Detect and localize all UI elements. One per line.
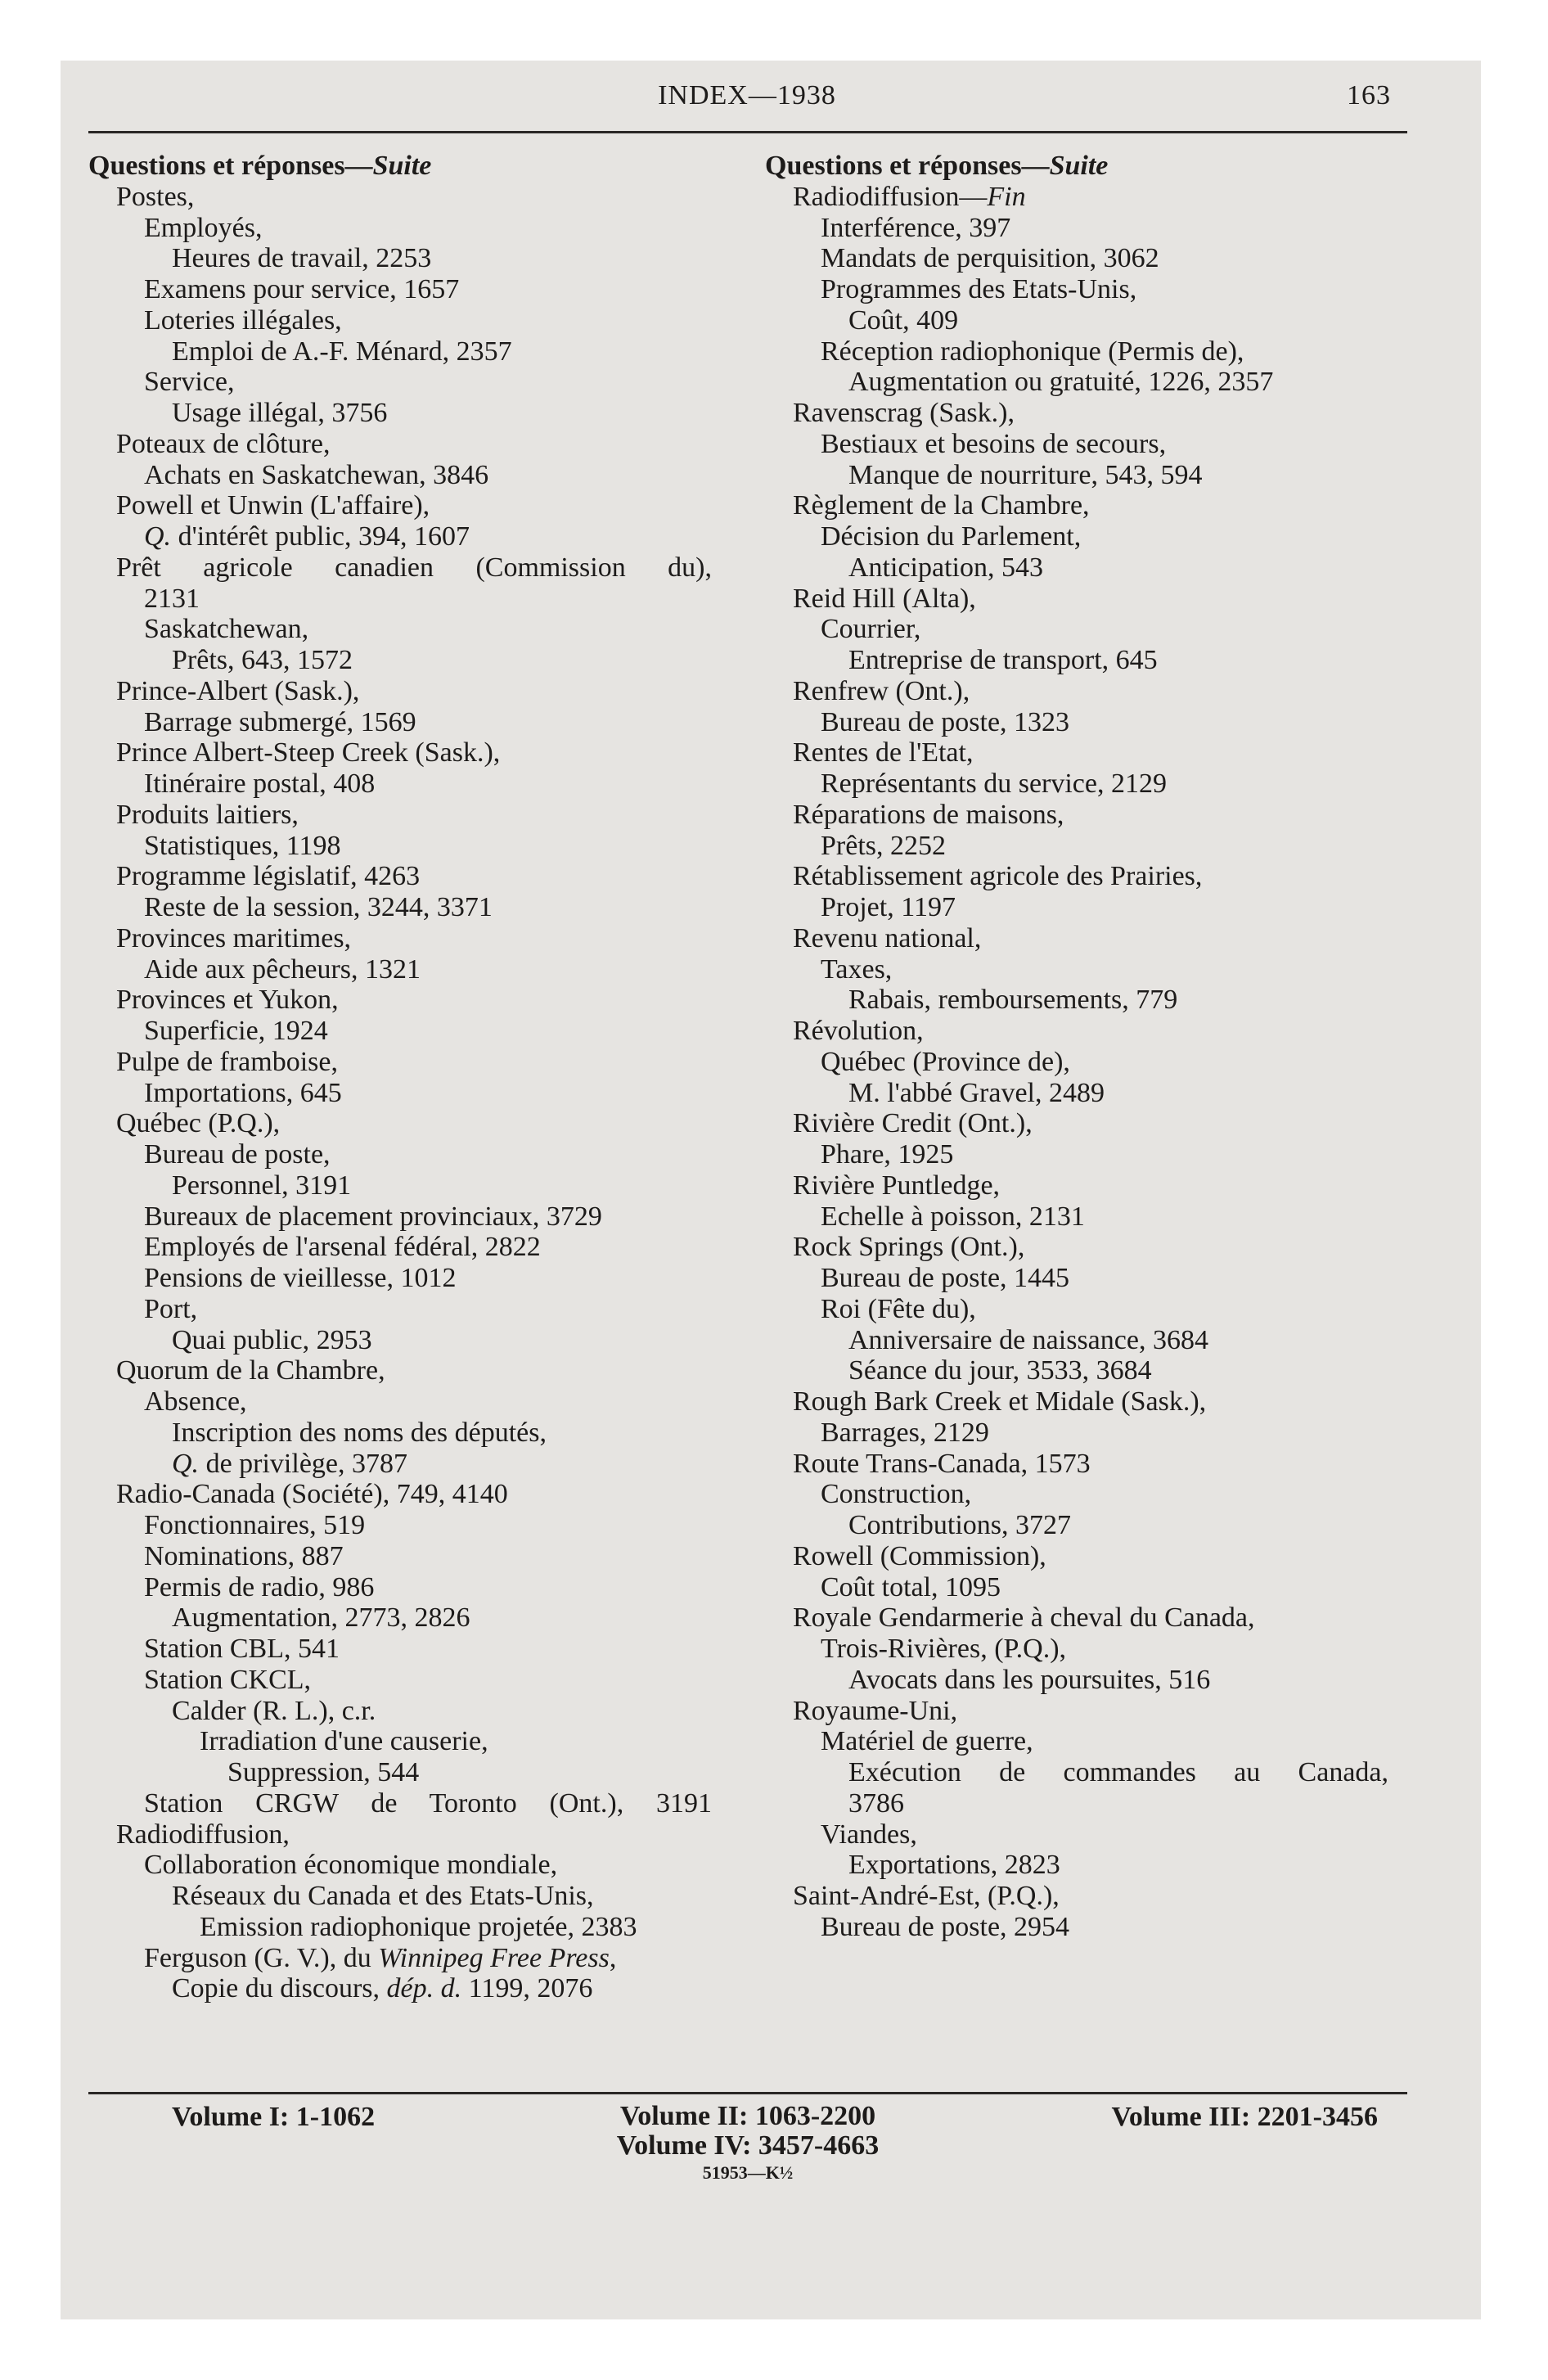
index-entry: Produits laitiers, [116,799,299,830]
index-entry: Prêts, 643, 1572 [172,645,353,675]
index-entry: Rock Springs (Ont.), [793,1232,1025,1263]
index-entry: Emission radiophonique projetée, 2383 [200,1911,637,1942]
index-entry: Bureaux de placement provinciaux, 3729 [144,1201,602,1232]
index-entry: Quorum de la Chambre, [116,1355,385,1386]
index-entry: Q. d'intérêt public, 394, 1607 [144,521,470,552]
index-entry: Station CRGW de Toronto (Ont.), 3191 [144,1787,712,1819]
index-entry: Trois-Rivières, (P.Q.), [821,1634,1067,1664]
index-entry: Décision du Parlement, [821,521,1082,552]
index-entry: Powell et Unwin (L'affaire), [116,490,430,521]
index-entry: Rentes de l'Etat, [793,737,974,769]
index-entry: Règlement de la Chambre, [793,490,1090,521]
index-entry: Examens pour service, 1657 [144,274,460,304]
index-entry: Nominations, 887 [144,1540,344,1571]
index-entry: Construction, [821,1479,972,1510]
index-entry: Courrier, [821,614,921,645]
index-entry: Coût, 409 [848,304,959,336]
index-entry: Roi (Fête du), [821,1293,976,1324]
index-entry: Rivière Puntledge, [793,1170,1001,1201]
index-entry: Réception radiophonique (Permis de), [821,336,1244,367]
page-title: INDEX—1938 [658,80,836,110]
page-header [88,80,1406,113]
index-column-left [88,151,712,2004]
column-heading: Questions et réponses—Suite [88,151,432,181]
index-entry: Provinces et Yukon, [116,985,339,1016]
index-entry: Taxes, [821,953,893,985]
index-entry: Aide aux pêcheurs, 1321 [144,953,421,985]
index-entry: Barrages, 2129 [821,1417,989,1448]
index-entry: Saskatchewan, [144,614,309,645]
index-entry: Prêt agricole canadien (Commission du), [116,552,712,583]
index-entry: Programmes des Etats-Unis, [821,274,1137,304]
index-entry: Statistiques, 1198 [144,830,341,861]
index-entry: Québec (Province de), [821,1046,1070,1077]
index-entry: Port, [144,1293,198,1324]
index-entry: Ravenscrag (Sask.), [793,398,1015,428]
page-number: 163 [1347,80,1391,110]
index-entry: Usage illégal, 3756 [172,398,388,428]
index-entry: Contributions, 3727 [848,1510,1072,1540]
index-entry: Inscription des noms des députés, [172,1417,547,1448]
index-entry: Heures de travail, 2253 [172,243,432,274]
index-entry: Réparations de maisons, [793,799,1064,830]
index-entry: Provinces maritimes, [116,922,352,953]
index-entry: Bureau de poste, 1445 [821,1263,1070,1293]
index-entry: Pulpe de framboise, [116,1046,338,1077]
index-entry: Copie du discours, dép. d. 1199, 2076 [172,1973,593,2004]
header-rule [88,131,1407,133]
index-entry: Augmentation ou gratuité, 1226, 2357 [848,367,1274,398]
index-entry: Mandats de perquisition, 3062 [821,243,1159,274]
index-entry: Révolution, [793,1016,924,1046]
index-entry: Coût total, 1095 [821,1571,1001,1602]
index-entry: Echelle à poisson, 2131 [821,1201,1085,1232]
index-entry: 3786 [848,1787,904,1819]
index-entry: Q. de privilège, 3787 [172,1448,407,1479]
index-entry: Collaboration économique mondiale, [144,1850,558,1881]
index-entry: Exportations, 2823 [848,1850,1060,1881]
index-entry: Projet, 1197 [821,892,956,922]
index-entry: Exécution de commandes au Canada, [848,1757,1388,1787]
index-entry: Poteaux de clôture, [116,428,331,459]
index-entry: Station CBL, 541 [144,1634,340,1664]
index-entry: Superficie, 1924 [144,1016,328,1046]
index-entry: M. l'abbé Gravel, 2489 [848,1077,1105,1108]
index-entry: Augmentation, 2773, 2826 [172,1602,470,1634]
index-entry: Route Trans-Canada, 1573 [793,1448,1091,1479]
index-entry: Revenu national, [793,922,982,953]
index-entry: Prêts, 2252 [821,830,946,861]
index-entry: Matériel de guerre, [821,1726,1033,1757]
volume-1-range: Volume I: 1-1062 [172,2102,376,2132]
index-entry: Reid Hill (Alta), [793,583,976,614]
index-entry: Rabais, remboursements, 779 [848,985,1178,1016]
index-entry: Radiodiffusion, [116,1819,290,1850]
index-entry: Avocats dans les poursuites, 516 [848,1664,1211,1695]
index-entry: Renfrew (Ont.), [793,675,970,706]
volume-4-range: Volume IV: 3457-4663 [616,2130,880,2161]
index-entry: Entreprise de transport, 645 [848,645,1158,675]
index-entry: 2131 [144,583,200,614]
index-entry: Prince Albert-Steep Creek (Sask.), [116,737,501,769]
index-entry: Postes, [116,181,195,212]
index-entry: Rowell (Commission), [793,1540,1046,1571]
index-entry: Emploi de A.-F. Ménard, 2357 [172,336,512,367]
index-entry: Rough Bark Creek et Midale (Sask.), [793,1386,1207,1417]
index-entry: Interférence, 397 [821,212,1011,243]
index-entry: Ferguson (G. V.), du Winnipeg Free Press, [144,1942,617,1973]
volume-footer [88,2102,1407,2192]
index-entry: Calder (R. L.), c.r. [172,1695,376,1726]
index-entry: Bestiaux et besoins de secours, [821,428,1167,459]
index-entry: Saint-André-Est, (P.Q.), [793,1881,1060,1911]
index-entry: Rivière Credit (Ont.), [793,1108,1033,1139]
index-entry: Station CKCL, [144,1664,312,1695]
footer-rule [88,2092,1407,2094]
index-entry: Quai public, 2953 [172,1324,372,1355]
index-entry: Anniversaire de naissance, 3684 [848,1324,1208,1355]
index-entry: Permis de radio, 986 [144,1571,375,1602]
index-entry: Bureau de poste, 2954 [821,1911,1070,1942]
index-column-right [765,151,1388,1943]
volume-3-range: Volume III: 2201-3456 [1111,2102,1378,2132]
index-entry: Réseaux du Canada et des Etats-Unis, [172,1881,594,1911]
index-entry: Séance du jour, 3533, 3684 [848,1355,1152,1386]
index-entry: Absence, [144,1386,247,1417]
index-entry: Radiodiffusion—Fin [793,181,1026,212]
index-entry: Achats en Saskatchewan, 3846 [144,459,489,490]
index-entry: Bureau de poste, 1323 [821,706,1070,737]
index-entry: Manque de nourriture, 543, 594 [848,459,1203,490]
index-entry: Viandes, [821,1819,917,1850]
index-entry: Programme législatif, 4263 [116,861,421,892]
column-heading: Questions et réponses—Suite [765,151,1109,181]
index-entry: Barrage submergé, 1569 [144,706,416,737]
index-entry: Royale Gendarmerie à cheval du Canada, [793,1602,1255,1634]
index-entry: Reste de la session, 3244, 3371 [144,892,493,922]
index-entry: Service, [144,367,235,398]
index-entry: Québec (P.Q.), [116,1108,281,1139]
volume-2-range: Volume II: 1063-2200 [619,2101,876,2131]
index-entry: Personnel, 3191 [172,1170,352,1201]
index-entry: Prince-Albert (Sask.), [116,675,360,706]
index-entry: Pensions de vieillesse, 1012 [144,1263,457,1293]
print-code: 51953—K½ [702,2162,794,2183]
index-entry: Phare, 1925 [821,1139,954,1170]
index-entry: Royaume-Uni, [793,1695,958,1726]
index-entry: Employés, [144,212,263,243]
index-entry: Importations, 645 [144,1077,342,1108]
index-entry: Rétablissement agricole des Prairies, [793,861,1203,892]
index-entry: Bureau de poste, [144,1139,331,1170]
index-entry: Irradiation d'une causerie, [200,1726,488,1757]
index-entry: Loteries illégales, [144,304,342,336]
index-entry: Représentants du service, 2129 [821,769,1167,799]
index-entry: Anticipation, 543 [848,552,1043,583]
index-entry: Itinéraire postal, 408 [144,769,376,799]
index-entry: Suppression, 544 [227,1757,420,1787]
index-entry: Employés de l'arsenal fédéral, 2822 [144,1232,541,1263]
index-entry: Fonctionnaires, 519 [144,1510,366,1540]
index-entry: Radio-Canada (Société), 749, 4140 [116,1479,508,1510]
